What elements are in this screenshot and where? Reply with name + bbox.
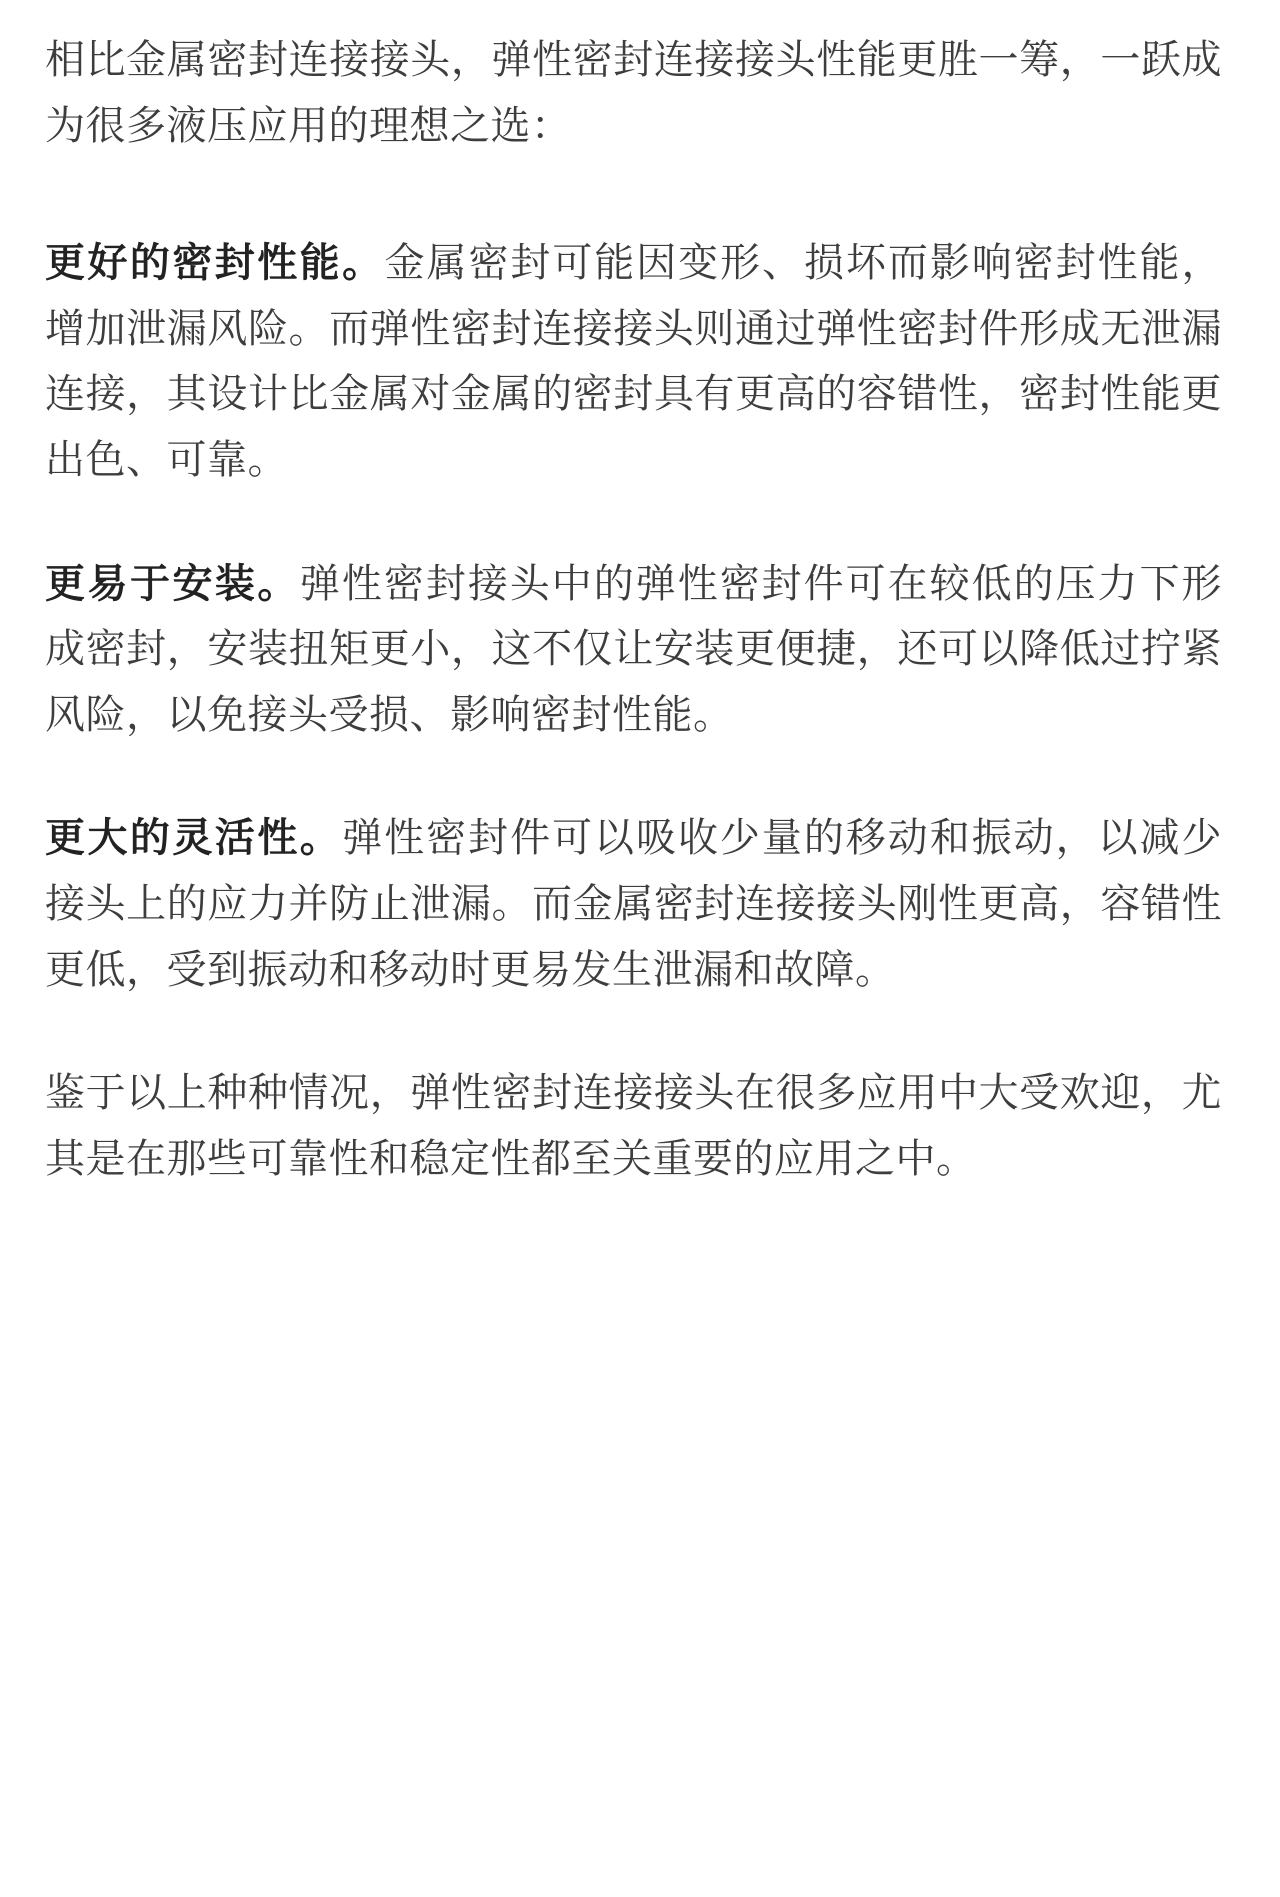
paragraph-more-flexible bbox=[45, 806, 1222, 1003]
paragraph-lead: 更好的密封性能。 bbox=[45, 241, 385, 286]
paragraph-lead: 更易于安装。 bbox=[45, 561, 300, 606]
paragraph-text: 相比金属密封连接接头，弹性密封连接接头性能更胜一筹，一跃成为很多液压应用的理想之选： bbox=[45, 38, 1222, 148]
paragraph-conclusion bbox=[45, 1061, 1222, 1192]
paragraph-better-sealing bbox=[45, 231, 1222, 493]
paragraph-lead: 更大的灵活性。 bbox=[45, 816, 343, 861]
paragraph-text: 弹性密封件可以吸收少量的移动和振动，以减少接头上的应力并防止泄漏。而金属密封连接接头刚性更高，容错性更低，受到振动和移动时更易发生泄漏和故障。 bbox=[45, 816, 1223, 992]
paragraph-text: 鉴于以上种种情况，弹性密封连接接头在很多应用中大受欢迎，尤其是在那些可靠性和稳定性都至关重要的应用之中。 bbox=[45, 1071, 1222, 1181]
paragraph-text: 金属密封可能因变形、损坏而影响密封性能，增加泄漏风险。而弹性密封连接接头则通过弹性密封件形成无泄漏连接，其设计比金属对金属的密封具有更高的容错性，密封性能更出色、可靠。 bbox=[45, 241, 1223, 482]
paragraph-easier-install bbox=[45, 552, 1222, 749]
paragraph-text: 弹性密封接头中的弹性密封件可在较低的压力下形成密封，安装扭矩更小，这不仅让安装更便捷，还可以降低过拧紧风险，以免接头受损、影响密封性能。 bbox=[45, 561, 1223, 737]
paragraph-intro bbox=[45, 28, 1222, 159]
